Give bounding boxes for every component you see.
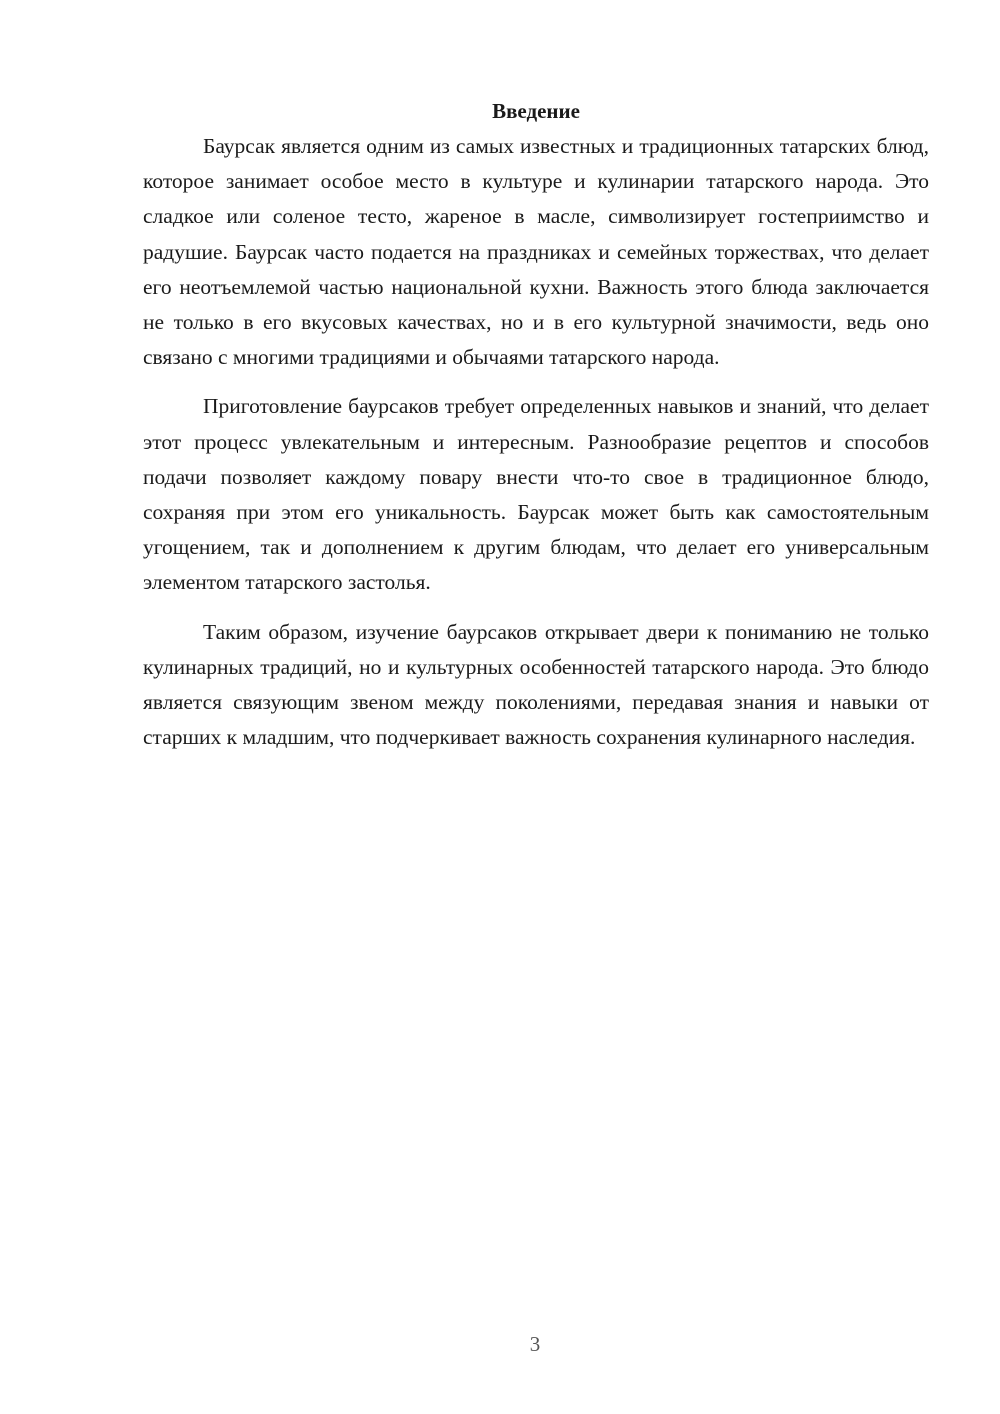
paragraph-3: Таким образом, изучение баурсаков открывает двери к пониманию не только кулинарных традиций, но и культурных особенностей татарского народа. Это блюдо является связующим звеном между поколениями, передавая знания и навыки от старших к младшим, что подчеркивает важность сохранения кулинарного наследия. <box>143 619 929 750</box>
section-title: Введение <box>492 99 580 123</box>
page-number: 3 <box>529 1332 541 1356</box>
paragraph-1: Баурсак является одним из самых известных и традиционных татарских блюд, которое занимает особое место в культуре и кулинарии татарского народа. Это сладкое или соленое тесто, жареное в масле, символизирует гостеприимство и радушие. Баурсак часто подается на праздниках и семейных торжествах, что делает его неотъемлемой частью национальной кухни. Важность этого блюда заключается не только в его вкусовых качествах, но и в его культурной значимости, ведь оно связано с многими традициями и обычаями татарского народа. <box>143 134 929 370</box>
page-content <box>143 93 929 769</box>
paragraph-2: Приготовление баурсаков требует определенных навыков и знаний, что делает этот процесс увлекательным и интересным. Разнообразие рецептов и способов подачи позволяет каждому повару внести что-то свое в традиционное блюдо, сохраняя при этом его уникальность. Баурсак может быть как самостоятельным угощением, так и дополнением к другим блюдам, что делает его универсальным элементом татарского застолья. <box>143 394 929 595</box>
